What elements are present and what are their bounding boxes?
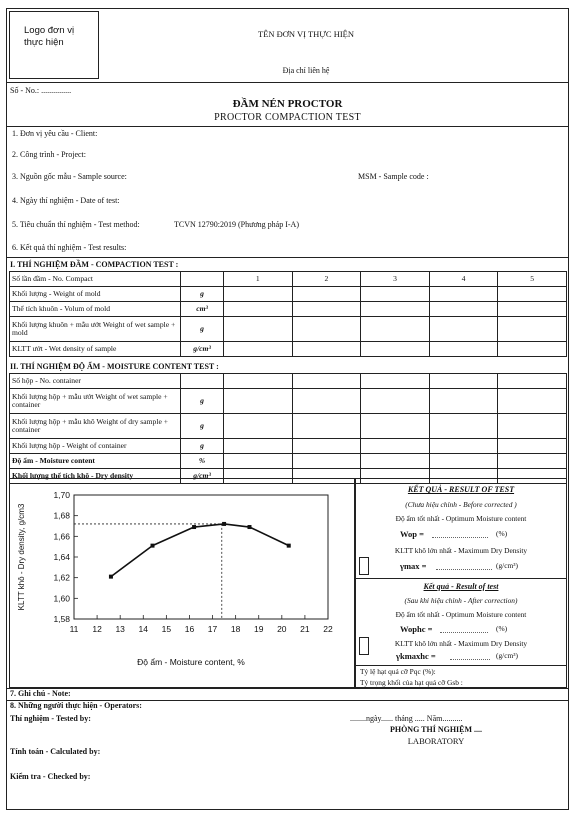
y-axis-label: KLTT khô - Dry density, g/cm3 <box>17 503 26 611</box>
results-title: KẾT QUẢ - RESULT OF TEST <box>407 485 515 494</box>
ykmaxhc-label: γkmaxhc = <box>396 651 436 661</box>
col-4: 4 <box>429 272 498 287</box>
table-row <box>10 414 567 439</box>
data-point <box>247 525 251 529</box>
x-axis-label: Độ ẩm - Moisture content, % <box>137 657 245 667</box>
row-label: Khối lượng - Weight of mold <box>10 287 181 302</box>
row-unit: g <box>181 389 224 414</box>
field-project: 2. Công trình - Project: <box>12 150 86 159</box>
table-row <box>10 272 567 287</box>
density-label: Tỷ trọng khối của hạt quá cỡ Gsb : <box>360 678 463 687</box>
omc-label-2: Độ ẩm tốt nhất - Optimum Moisture content <box>395 610 527 619</box>
row-label: KLTT ướt - Wet density of sample <box>10 342 181 357</box>
report-page <box>6 8 569 810</box>
table-row <box>10 374 567 389</box>
y-tick-label: 1,58 <box>53 614 70 624</box>
wop-label: Wop = <box>400 529 424 539</box>
row-label: Khối lượng hộp + mẫu ướt Weight of wet sample + container <box>10 389 181 414</box>
row-label: Khối lượng hộp - Weight of container <box>10 439 181 454</box>
col-2: 2 <box>292 272 361 287</box>
col-3: 3 <box>361 272 430 287</box>
x-tick-label: 13 <box>115 624 125 634</box>
operators-title: 8. Những người thực hiện - Operators: <box>10 701 142 710</box>
row-label: Khối lượng thể tích khô - Dry density <box>10 469 181 484</box>
ratio-label: Tỷ lệ hạt quá cỡ Pqc (%): <box>360 667 436 676</box>
data-point <box>222 522 226 526</box>
row-label: Độ ẩm - Moisture content <box>10 454 181 469</box>
row-label: Thể tích khuôn - Volum of mold <box>10 302 181 317</box>
mdd-label-2: KLTT khô lớn nhất - Maximum Dry Density <box>394 639 528 648</box>
calculated-by: Tính toán - Calculated by: <box>10 747 101 756</box>
compaction-curve <box>111 524 289 577</box>
lab-vi: PHÒNG THÍ NGHIỆM .... <box>389 725 483 734</box>
x-tick-label: 16 <box>184 624 195 634</box>
notes-label: 7. Ghi chú - Note: <box>10 689 71 698</box>
row-unit: g <box>181 317 224 342</box>
col-5: 5 <box>498 272 567 287</box>
row-unit: % <box>181 454 224 469</box>
before-label: (Chưa hiệu chỉnh - Before corrected ) <box>405 500 517 509</box>
plot-area <box>74 495 328 619</box>
x-tick-label: 20 <box>277 624 287 634</box>
field-sample-code: MSM - Sample code : <box>358 172 429 181</box>
compaction-table <box>9 271 567 357</box>
x-tick-label: 14 <box>138 624 149 634</box>
y-tick-label: 1,68 <box>53 510 70 521</box>
ymax-label: γmax = <box>400 561 427 571</box>
logo-box <box>9 11 99 79</box>
x-tick-label: 21 <box>300 624 310 634</box>
table-row <box>10 342 567 357</box>
compact-header-label: Số lần đầm - No. Compact <box>10 272 181 287</box>
y-tick-label: 1,70 <box>53 490 70 500</box>
row-unit <box>181 374 224 389</box>
results-title-2: Kết quả - Result of test <box>423 582 499 591</box>
row-unit: cm³ <box>181 302 224 317</box>
data-point <box>151 544 155 548</box>
logo-text: Logo đơn vị thực hiện <box>24 25 75 48</box>
doc-number: Số - No.: ............... <box>10 86 72 95</box>
row-unit: g/cm³ <box>181 342 224 357</box>
tested-by: Thí nghiệm - Tested by: <box>10 714 91 723</box>
moisture-table <box>9 373 567 484</box>
table-row <box>10 317 567 342</box>
omc-label: Độ ẩm tốt nhất - Optimum Moisture content <box>395 514 527 523</box>
table-row <box>10 439 567 454</box>
org-address: Địa chỉ liên hệ <box>282 66 330 75</box>
ymax-unit: (g/cm³) <box>496 561 518 570</box>
after-label: (Sau khi hiệu chỉnh - After correction) <box>404 596 518 605</box>
lab-en: LABORATORY <box>407 736 465 746</box>
row-unit: g <box>181 414 224 439</box>
row-label: Số hộp - No. container <box>10 374 181 389</box>
field-method: 5. Tiêu chuẩn thí nghiệm - Test method: <box>12 220 140 229</box>
wop-unit: (%) <box>496 529 508 538</box>
data-point <box>109 575 113 579</box>
moisture-title: II. THÍ NGHIỆM ĐỘ ẨM - MOISTURE CONTENT TEST : <box>10 362 219 371</box>
table-row <box>10 454 567 469</box>
col-1: 1 <box>224 272 293 287</box>
results-box <box>355 478 567 688</box>
data-point <box>192 525 196 529</box>
x-tick-label: 12 <box>92 624 102 634</box>
ykmaxhc-unit: (g/cm³) <box>496 651 518 660</box>
x-tick-label: 22 <box>323 624 333 634</box>
x-tick-label: 15 <box>161 624 172 634</box>
org-name: TÊN ĐƠN VỊ THỰC HIỆN <box>258 29 354 39</box>
x-tick-label: 19 <box>253 624 264 634</box>
date-line: ........ngày...... tháng ..... Năm.......... <box>350 714 463 723</box>
y-tick-label: 1,64 <box>53 552 70 562</box>
field-sample-source: 3. Nguồn gốc mẫu - Sample source: <box>12 172 127 181</box>
table-row <box>10 389 567 414</box>
row-label: Khối lượng khuôn + mẫu ướt Weight of wet sample + mold <box>10 317 181 342</box>
row-unit: g <box>181 439 224 454</box>
title-vi: ĐẦM NÉN PROCTOR <box>232 98 343 110</box>
x-tick-label: 11 <box>69 624 79 634</box>
field-results: 6. Kết quả thí nghiệm - Test results: <box>12 243 127 252</box>
compaction-chart <box>10 479 354 687</box>
x-tick-label: 17 <box>207 624 218 634</box>
field-date: 4. Ngày thí nghiệm - Date of test: <box>12 196 120 205</box>
compaction-title: I. THÍ NGHIỆM ĐẦM - COMPACTION TEST : <box>10 260 179 269</box>
y-tick-label: 1,60 <box>53 593 70 604</box>
row-unit: g/cm³ <box>181 469 224 484</box>
wophc-unit: (%) <box>496 624 508 633</box>
checked-by: Kiểm tra - Checked by: <box>10 772 91 781</box>
wophc-label: Wophc = <box>400 624 433 634</box>
mdd-label: KLTT khô lớn nhất - Maximum Dry Density <box>394 546 528 555</box>
x-tick-label: 18 <box>230 624 241 634</box>
table-row <box>10 302 567 317</box>
title-en: PROCTOR COMPACTION TEST <box>214 112 361 123</box>
field-client: 1. Đơn vị yêu cầu - Client: <box>12 129 98 138</box>
table-row <box>10 287 567 302</box>
data-point <box>287 544 291 548</box>
y-tick-label: 1,62 <box>53 572 70 583</box>
row-label: Khối lượng hộp + mẫu khô Weight of dry sample + container <box>10 414 181 439</box>
chart-box <box>9 478 355 688</box>
row-unit: g <box>181 287 224 302</box>
y-tick-label: 1,66 <box>53 531 70 542</box>
field-method-value: TCVN 12790:2019 (Phương pháp I-A) <box>174 220 299 229</box>
